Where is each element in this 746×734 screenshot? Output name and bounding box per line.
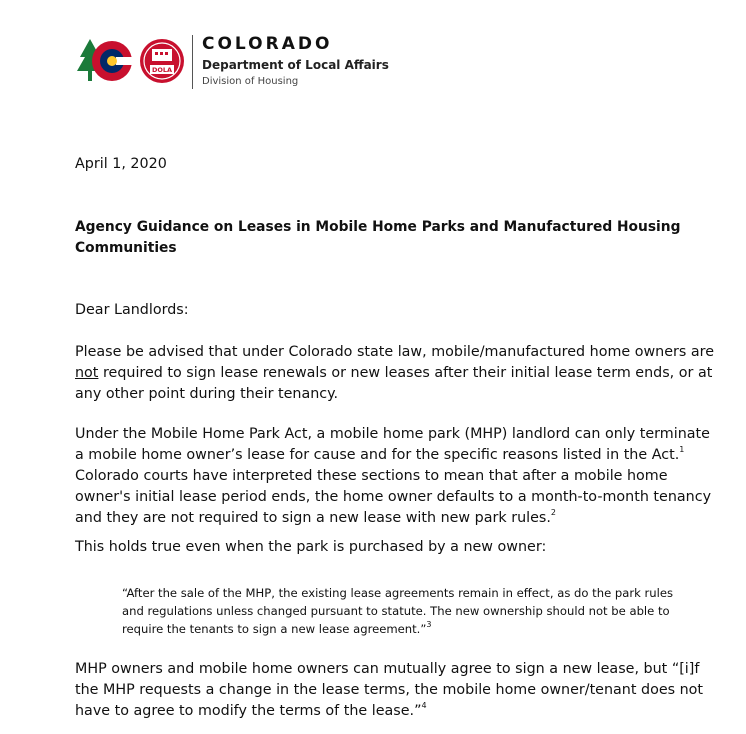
state-name: COLORADO (202, 34, 333, 54)
not-emphasis: not (75, 365, 99, 381)
division-name: Division of Housing (202, 76, 299, 87)
paragraph-4 (75, 659, 715, 722)
greeting: Dear Landlords: (75, 302, 189, 318)
paragraph-3: This holds true even when the park is purchased by a new owner: (75, 539, 547, 555)
letter-title: Agency Guidance on Leases in Mobile Home Parks and Manufactured Housing Communities (75, 219, 681, 256)
footnote-ref-2[interactable]: 2 (550, 508, 557, 518)
p1-line1: Please be advised that under Colorado state law, mobile/manufactured home owners are (75, 344, 714, 360)
letterhead (76, 33, 396, 89)
paragraph-1 (75, 342, 715, 405)
colorado-logo-icon (76, 37, 134, 83)
dola-badge-text: DOLA (151, 66, 173, 74)
p2-text-b: Colorado courts have interpreted these sections to mean that after a mobile home owner's initial lease period ends, the home owner defaults to a month-to-month tenancy and they are not required to sign a new lease with new park rules. (75, 468, 712, 526)
paragraph-2 (75, 424, 715, 529)
footnote-ref-3[interactable]: 3 (426, 620, 432, 630)
letterhead-divider (192, 35, 193, 89)
p4-text: MHP owners and mobile home owners can mutually agree to sign a new lease, but “[i]f the MHP requests a change in the lease terms, the mobile home owner/tenant does not have to agree to modify the terms of the lease.” (75, 661, 704, 719)
footnote-ref-1[interactable]: 1 (679, 445, 685, 455)
department-name: Department of Local Affairs (202, 58, 389, 72)
p1-rest: required to sign lease renewals or new leases after their initial lease term ends, or at any other point during their tenancy. (75, 365, 713, 402)
letter-date: April 1, 2020 (75, 156, 167, 172)
quote-text: “After the sale of the MHP, the existing lease agreements remain in effect, as do the park rules and regulations unless changed pursuant to statute. The new ownership should not be able to require the tenants to sign a new lease agreement.” (122, 586, 674, 636)
dola-seal-icon (138, 37, 186, 85)
footnote-ref-4[interactable]: 4 (421, 701, 427, 711)
block-quote (122, 584, 682, 638)
p2-text-a: Under the Mobile Home Park Act, a mobile home park (MHP) landlord can only terminate a mobile home owner’s lease for cause and for the specific reasons listed in the Act. (75, 426, 710, 463)
letterhead-text (202, 33, 389, 89)
